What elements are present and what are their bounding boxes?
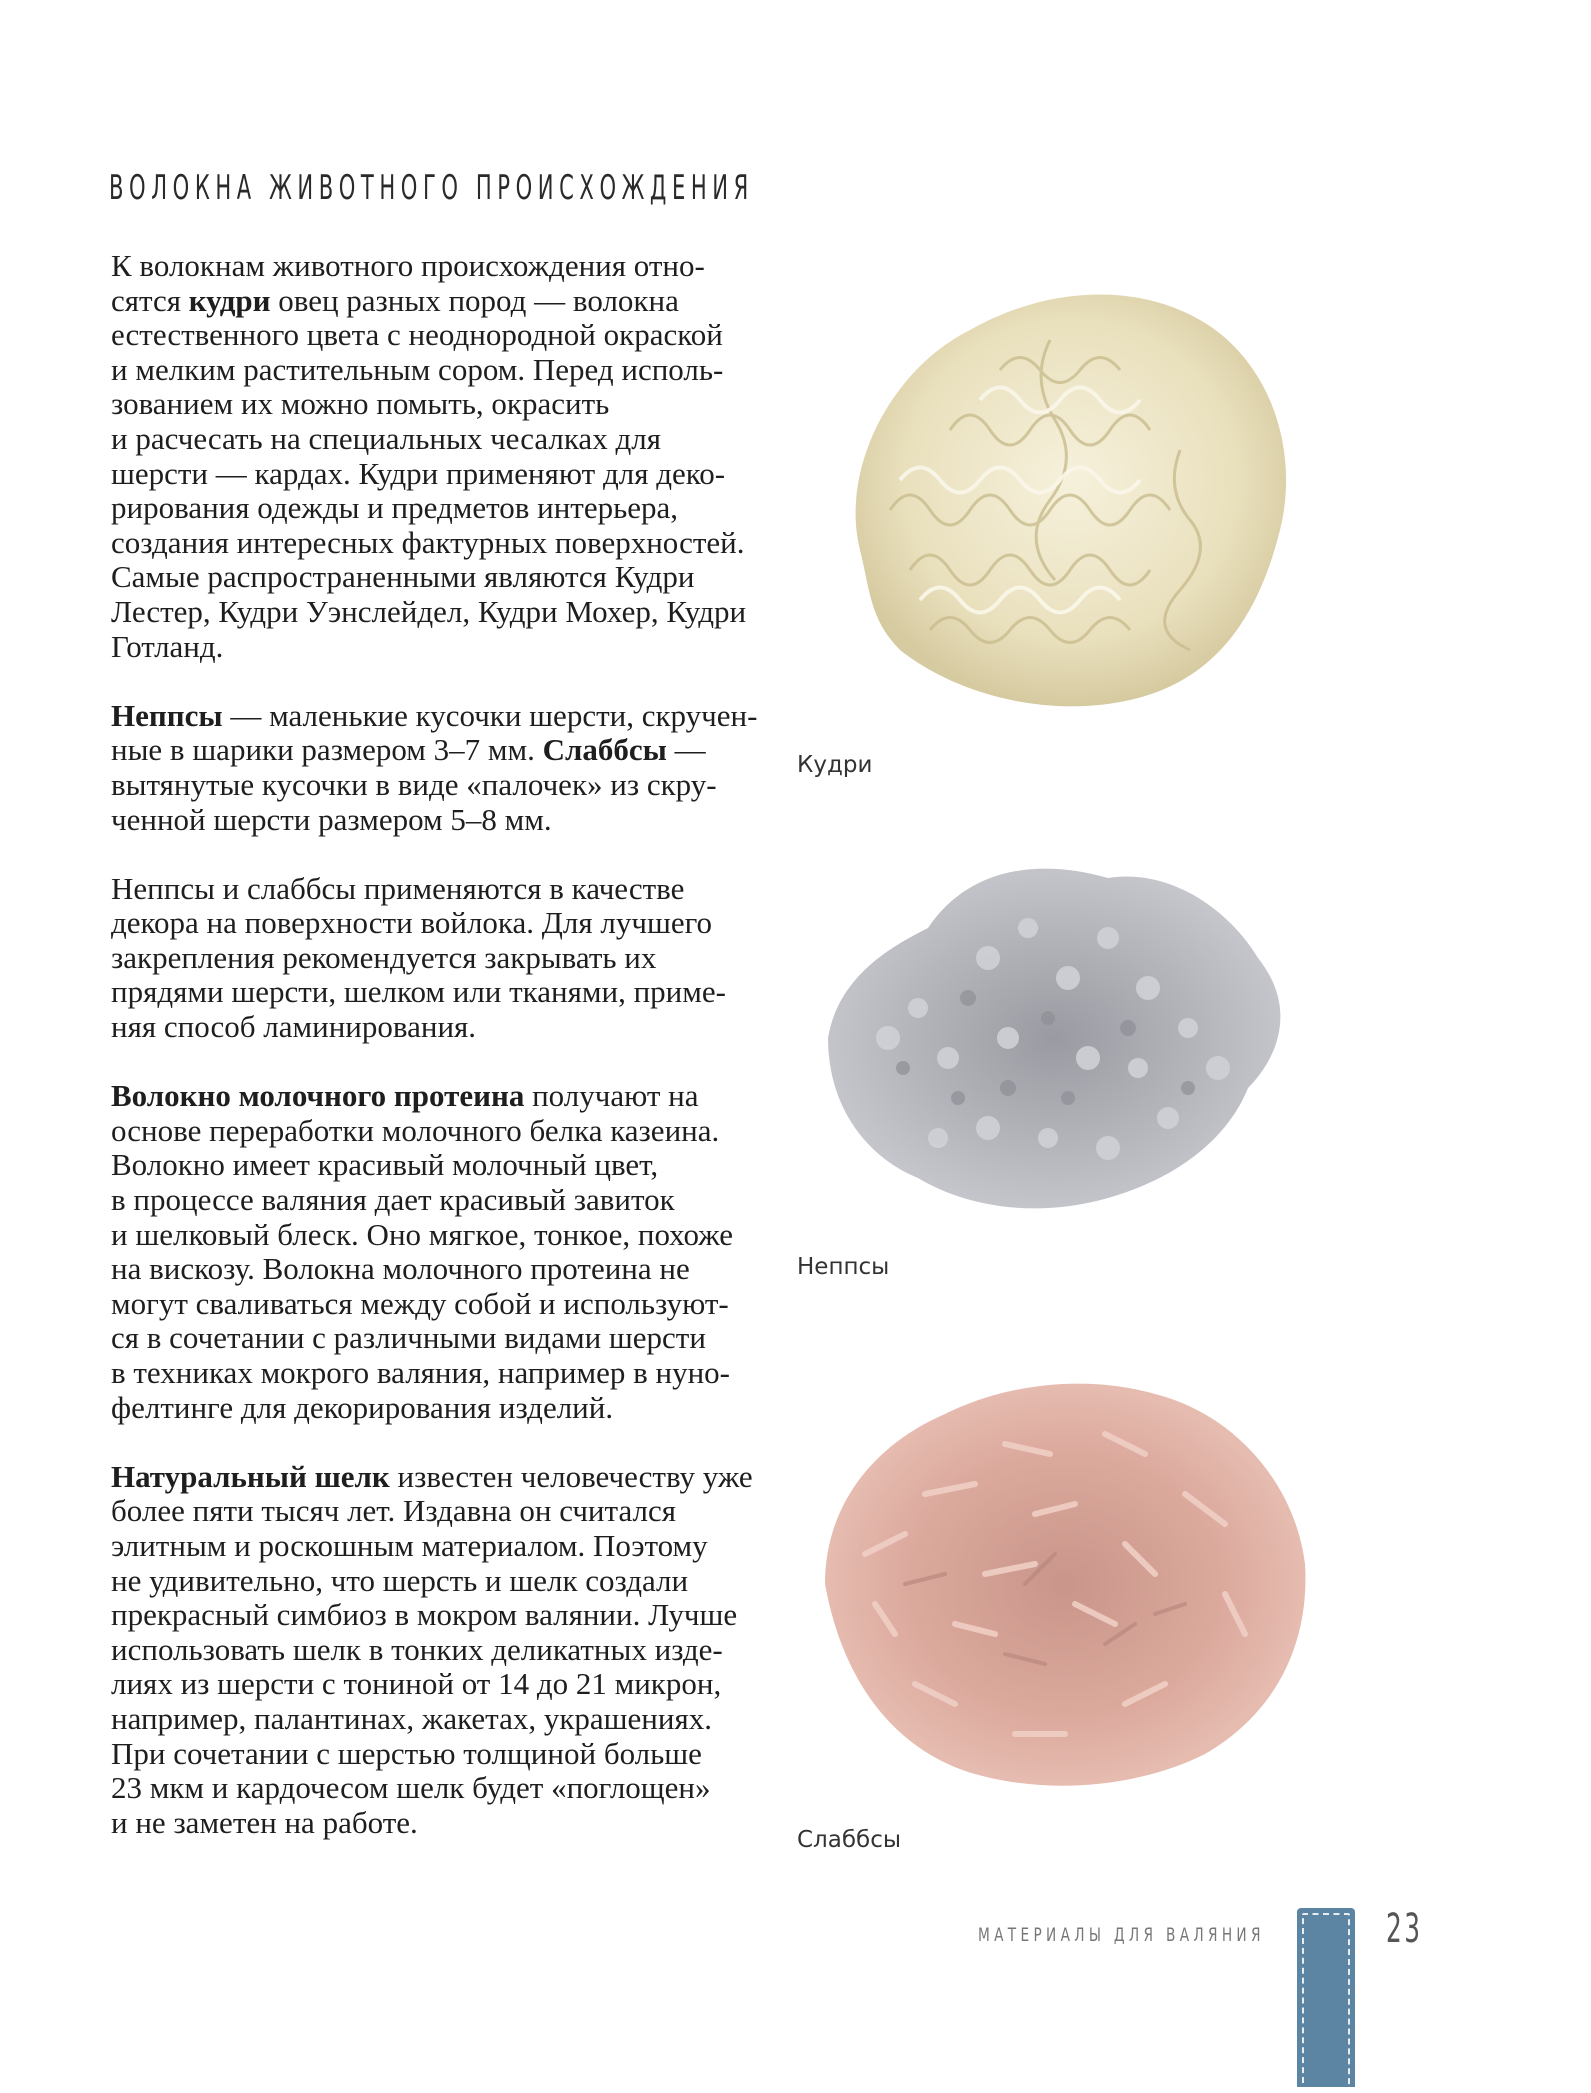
paragraph [111, 1079, 761, 1425]
text-line: К волокнам животного происхождения отно- [111, 248, 705, 283]
text-run: — маленькие кусочки шерсти, скручен- [222, 697, 758, 733]
text-line: зованием их можно помыть, окрасить [111, 386, 610, 422]
paragraph [111, 699, 761, 837]
caption-slabbsy: Слаббсы [797, 1827, 902, 1853]
text-line: ченной шерсти размером 5–8 мм. [111, 801, 552, 837]
text-line [111, 733, 761, 768]
bold-term: Неппсы [111, 697, 223, 733]
text-line: лиях из шерсти с тониной от 14 до 21 микрон, [111, 1666, 722, 1702]
text-line: в процессе валяния дает красивый завиток [111, 1182, 675, 1218]
text-line: и шелковый блеск. Оно мягкое, тонкое, похоже [111, 1216, 733, 1252]
text-line: не удивительно, что шерсть и шелк создали [111, 1562, 689, 1598]
text-line: основе переработки молочного белка казеина. [111, 1112, 720, 1148]
bold-term: Волокно молочного протеина [111, 1078, 525, 1114]
text-line: вытянутые кусочки в виде «палочек» из скру- [111, 766, 717, 802]
text-line: и не заметен на работе. [111, 1804, 418, 1840]
text-line: Волокно имеет красивый молочный цвет, [111, 1147, 659, 1183]
text-line: закрепления рекомендуется закрывать их [111, 939, 657, 975]
body-text [111, 249, 761, 1875]
page-tab [1297, 1908, 1355, 2087]
text-line: няя способ ламинирования. [111, 1009, 477, 1045]
text-line: и мелким растительным сором. Перед исполь- [111, 351, 724, 387]
text-line: Самые распространенными являются Кудри [111, 559, 695, 595]
text-line: Лестер, Кудри Уэнслейдел, Кудри Мохер, Кудри [111, 593, 747, 629]
text-run: — [666, 732, 706, 768]
text-line: прядями шерсти, шелком или тканями, приме- [111, 974, 726, 1010]
text-line: фелтинге для декорирования изделий. [111, 1389, 614, 1425]
neps-photo [808, 838, 1308, 1238]
text-line: элитным и роскошным материалом. Поэтому [111, 1527, 708, 1563]
footer-section-name: МАТЕРИАЛЫ ДЛЯ ВАЛЯНИЯ [978, 1924, 1265, 1946]
text-line: Готланд. [111, 628, 224, 664]
text-line: 23 мкм и кардочесом шелк будет «поглощен» [111, 1770, 711, 1806]
text-line: и расчесать на специальных чесалках для [111, 420, 661, 456]
text-line: например, палантинах, жакетах, украшениях. [111, 1700, 712, 1736]
paragraph [111, 1460, 761, 1841]
bold-term: Слаббсы [542, 732, 667, 768]
text-run: сятся [111, 282, 189, 318]
text-line: естественного цвета с неоднородной окраской [111, 317, 723, 353]
text-line: в техниках мокрого валяния, например в нуно- [111, 1355, 731, 1390]
page-number: 23 [1386, 1906, 1423, 1952]
text-line [111, 284, 761, 319]
section-title: ВОЛОКНА ЖИВОТНОГО ПРОИСХОЖДЕНИЯ [109, 168, 754, 208]
text-line [111, 1079, 761, 1114]
text-line: рирования одежды и предметов интерьера, [111, 490, 679, 526]
paragraph [111, 872, 761, 1045]
text-line: создания интересных фактурных поверхностей. [111, 524, 745, 560]
text-line: декора на поверхности войлока. Для лучшего [111, 905, 713, 941]
paragraph [111, 249, 761, 664]
bold-term: Натуральный шелк [111, 1458, 390, 1494]
text-line: использовать шелк в тонких деликатных изде- [111, 1631, 723, 1667]
text-line: Неппсы и слаббсы применяются в качестве [111, 870, 685, 906]
text-run: известен человечеству уже [389, 1458, 753, 1494]
text-run: овец разных пород — волокна [270, 282, 679, 318]
text-line: При сочетании с шерстью толщиной больше [111, 1735, 702, 1771]
caption-neppsy: Неппсы [797, 1254, 890, 1280]
text-line [111, 699, 761, 734]
text-line: шерсти — кардах. Кудри применяют для деко- [111, 455, 726, 491]
slubs-photo [805, 1354, 1315, 1799]
text-run: получают на [524, 1078, 699, 1114]
text-line: могут сваливаться между собой и используют- [111, 1285, 729, 1321]
text-line: на вискозу. Волокна молочного протеина не [111, 1251, 690, 1287]
text-run: ные в шарики размером 3–7 мм. [111, 732, 543, 768]
caption-kudri: Кудри [797, 752, 873, 778]
curly-locks-photo [800, 250, 1320, 740]
text-line: ся в сочетании с различными видами шерсти [111, 1320, 706, 1356]
bold-term: кудри [188, 282, 271, 318]
text-line [111, 1460, 761, 1495]
text-line: более пяти тысяч лет. Издавна он считался [111, 1493, 676, 1529]
text-line: прекрасный симбиоз в мокром валянии. Лучше [111, 1597, 738, 1633]
